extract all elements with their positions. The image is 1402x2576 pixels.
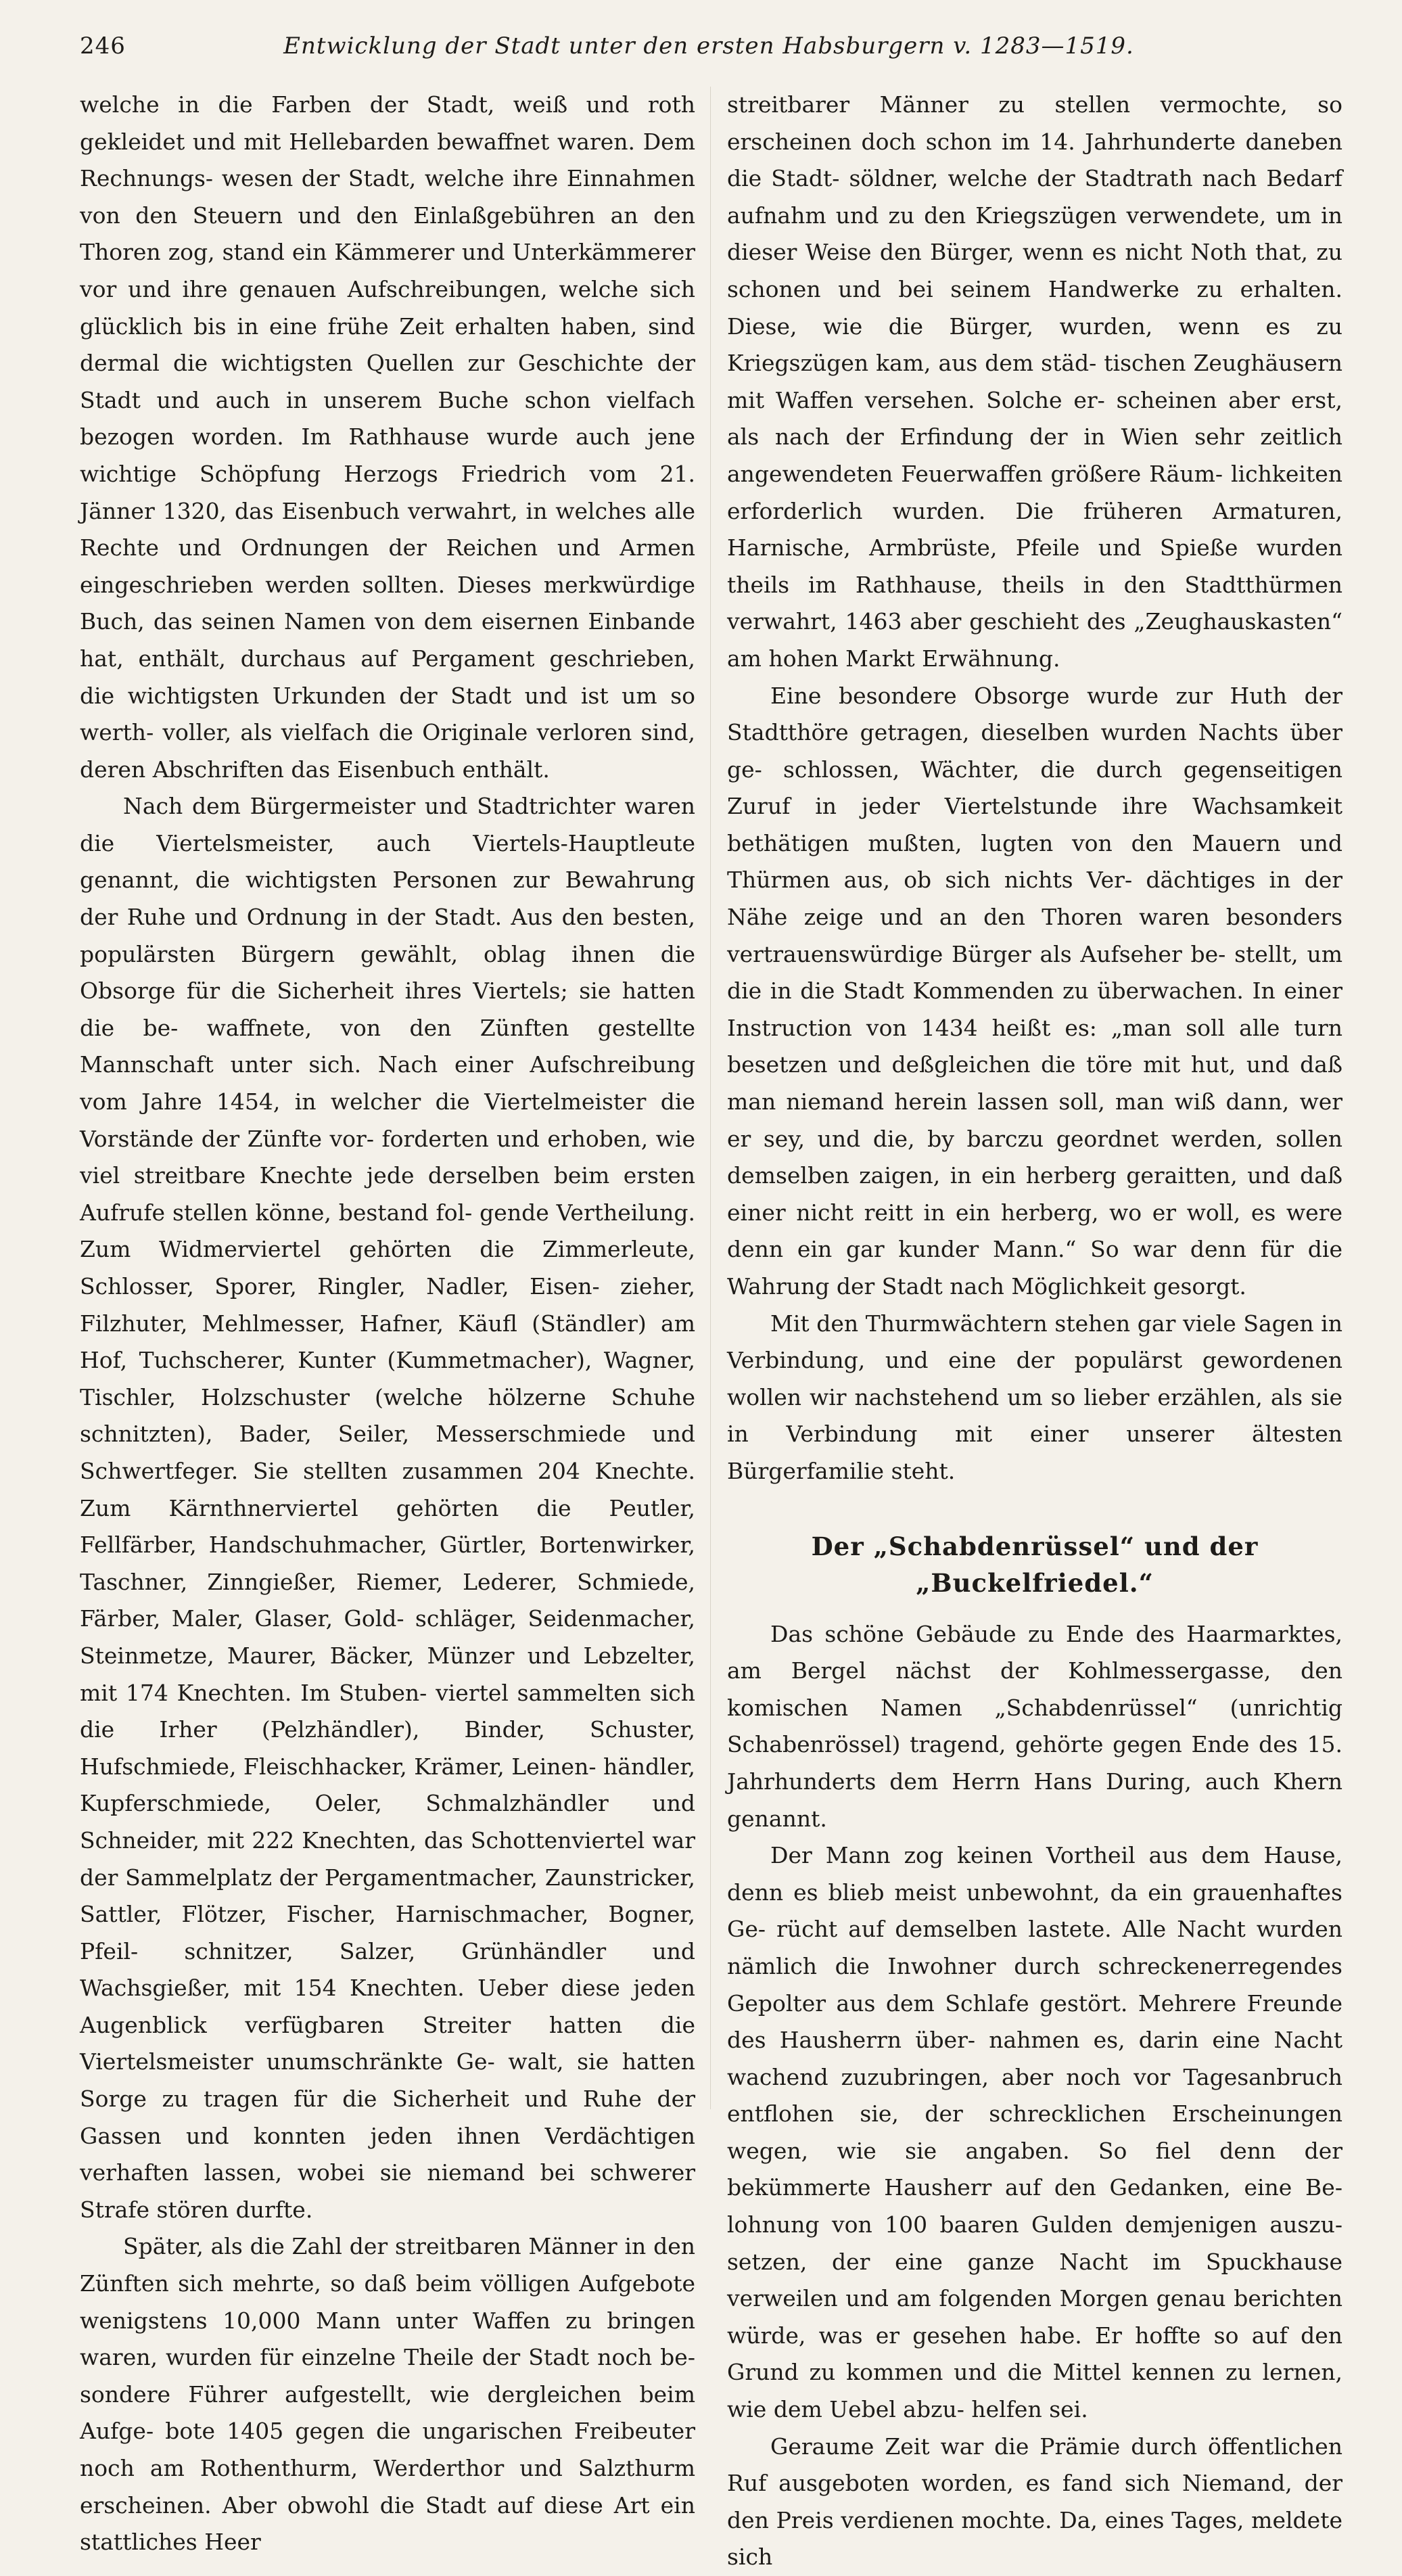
paragraph: Eine besondere Obsorge wurde zur Huth der Stadtthöre getragen, dieselben wurden Nachts über ge- schlossen, Wächter, die durch gegenseitigen Zuruf in jeder Viertelstunde ihre Wachsamkeit bethätigen mußten, lugten von den Mauern und Thürmen aus, ob sich nichts Ver- dächtiges in der Nähe zeige und an den Thoren waren besonders vertrauenswürdige Bürger als Aufseher be- stellt, um die in die Stadt Kommenden zu überwachen. In einer Instruction von 1434 heißt es: „man soll alle turn besetzen und deßgleichen die töre mit hut, und daß man niemand herein lassen soll, man wiß dann, wer er sey, und die, by barczu geordnet werden, sollen demselben zaigen, in ein herberg geraitten, und daß einer nicht reitt in ein herberg, wo er woll, es were denn ein gar kunder Mann.“ So war denn für die Wahrung der Stadt nach Möglichkeit gesorgt. [727,682,1342,1300]
paragraph: Nach dem Bürgermeister und Stadtrichter waren die Viertelsmeister, auch Viertels-Hauptleute genannt, die wichtigsten Personen zur Bewahrung der Ruhe und Ordnung in der Stadt. Aus den besten, populärsten Bürgern gewählt, oblag ihnen die Obsorge für die Sicherheit ihres Viertels; sie hatten die be- waffnete, von den Zünften gestellte Mannschaft unter sich. Nach einer Aufschreibung vom Jahre 1454, in welcher die Viertelmeister die Vorstände der Zünfte vor- forderten und erhoben, wie viel streitbare Knechte jede derselben beim ersten Aufrufe stellen könne, bestand fol- gende Vertheilung. Zum Widmerviertel gehörten die Zimmerleute, Schlosser, Sporer, Ringler, Nadler, Eisen- zieher, Filzhuter, Mehlmesser, Hafner, Käufl (Ständler) am Hof, Tuchscherer, Kunter (Kummetmacher), Wagner, Tischler, Holzschuster (welche hölzerne Schuhe schnitzten), Bader, Seiler, Messerschmiede und Schwertfeger. Sie stellten zusammen 204 Knechte. Zum Kärnthnerviertel gehörten die Peutler, Fellfärber, Handschuhmacher, Gürtler, Bortenwirker, Taschner, Zinngießer, Riemer, Lederer, Schmiede, Färber, Maler, Glaser, Gold- schläger, Seidenmacher, Steinmetze, Maurer, Bäcker, Münzer und Lebzelter, mit 174 Knechten. Im Stuben- viertel sammelten sich die Irher (Pelzhändler), Binder, Schuster, Hufschmiede, Fleischhacker, Krämer, Leinen- händler, Kupferschmiede, Oeler, Schmalzhändler und Schneider, mit 222 Knechten, das Schottenviertel war der Sammelplatz der Pergamentmacher, Zaunstricker, Sattler, Flötzer, Fischer, Harnischmacher, Bogner, Pfeil- schnitzer, Salzer, Grünhändler und Wachsgießer, mit 154 Knechten. Ueber diese jeden Augenblick verfügbaren Streiter hatten die Viertelsmeister unumschränkte Ge- walt, sie hatten Sorge zu tragen für die Sicherheit und Ruhe der Gassen und konnten jeden ihnen Verdächtigen verhaften lassen, wobei sie niemand bei schwerer Strafe stören durfte. [80,793,695,2223]
section-title: Der „Schabdenrüssel“ und der „Buckelfriedel.“ [811,1531,1259,1598]
paragraph: Später, als die Zahl der streitbaren Männer in den Zünften sich mehrte, so daß beim völligen Aufgebote wenigstens 10,000 Mann unter Waffen zu bringen waren, wurden für einzelne Theile der Stadt noch be- sondere Führer aufgestellt, wie dergleichen beim Aufge- bote 1405 gegen die ungarischen Freibeuter noch am Rothenthurm, Werderthor und Salzthurm erscheinen. Aber obwohl die Stadt auf diese Art ein stattliches Heer [80,2233,695,2556]
right-column [727,87,1342,2576]
paragraph: streitbarer Männer zu stellen vermochte, so erscheinen doch schon im 14. Jahrhunderte daneben die Stadt- söldner, welche der Stadtrath nach Bedarf aufnahm und zu den Kriegszügen verwendete, um in dieser Weise den Bürger, wenn es nicht Noth that, zu schonen und bei seinem Handwerke zu erhalten. Diese, wie die Bürger, wurden, wenn es zu Kriegszügen kam, aus dem städ- tischen Zeughäusern mit Waffen versehen. Solche er- scheinen aber erst, als nach der Erfindung der in Wien sehr zeitlich angewendeten Feuerwaffen größere Räum- lichkeiten erforderlich wurden. Die früheren Armaturen, Harnische, Armbrüste, Pfeile und Spieße wurden theils im Rathhause, theils in den Stadtthürmen verwahrt, 1463 aber geschieht des „Zeughauskasten“ am hohen Markt Erwähnung. [727,91,1342,672]
paragraph: Der Mann zog keinen Vortheil aus dem Hause, denn es blieb meist unbewohnt, da ein grauenhaftes Ge- rücht auf demselben lastete. Alle Nacht wurden nämlich die Inwohner durch schreckenerregendes Gepolter aus dem Schlafe gestört. Mehrere Freunde des Hausherrn über- nahmen es, darin eine Nacht wachend zuzubringen, aber noch vor Tagesanbruch entflohen sie, der schrecklichen Erscheinungen wegen, wie sie angaben. So fiel denn der bekümmerte Hausherr auf den Gedanken, eine Be- lohnung von 100 baaren Gulden demjenigen auszu- setzen, der eine ganze Nacht im Spuckhause verweilen und am folgenden Morgen genau berichten würde, was er gesehen habe. Er hoffte so auf den Grund zu kommen und die Mittel kennen zu lernen, wie dem Uebel abzu- helfen sei. [727,1842,1342,2423]
paragraph: Mit den Thurmwächtern stehen gar viele Sagen in Verbindung, und eine der populärst gewordenen wollen wir nachstehend um so lieber erzählen, als sie in Verbindung mit einer unserer ältesten Bürgerfamilie steht. [727,1310,1342,1484]
page-header [80,26,1338,66]
paragraph: Geraume Zeit war die Prämie durch öffentlichen Ruf ausgeboten worden, es fand sich Niemand, der den Preis verdienen mochte. Da, eines Tages, meldete sich [727,2433,1342,2571]
page-number: 246 [80,32,126,60]
left-column [80,87,695,2561]
running-title: Entwicklung der Stadt unter den ersten Habsburgern v. 1283—1519. [283,32,1134,60]
paragraph: Das schöne Gebäude zu Ende des Haarmarktes, am Bergel nächst der Kohlmessergasse, den komischen Namen „Schabdenrüssel“ (unrichtig Schabenrössel) tragend, gehörte gegen Ende des 15. Jahrhunderts dem Herrn Hans During, auch Khern genannt. [727,1620,1342,1832]
paragraph: welche in die Farben der Stadt, weiß und roth gekleidet und mit Hellebarden bewaffnet waren. Dem Rechnungs- wesen der Stadt, welche ihre Einnahmen von den Steuern und den Einlaßgebühren an den Thoren zog, stand ein Kämmerer und Unterkämmerer vor und ihre genauen Aufschreibungen, welche sich glücklich bis in eine frühe Zeit erhalten haben, sind dermal die wichtigsten Quellen zur Geschichte der Stadt und auch in unserem Buche schon vielfach bezogen worden. Im Rathhause wurde auch jene wichtige Schöpfung Herzogs Friedrich vom 21. Jänner 1320, das Eisenbuch verwahrt, in welches alle Rechte und Ordnungen der Reichen und Armen eingeschrieben werden sollten. Dieses merkwürdige Buch, das seinen Namen von dem eisernen Einbande hat, enthält, durchaus auf Pergament geschrieben, die wichtigsten Urkunden der Stadt und ist um so werth- voller, als vielfach die Originale verloren sind, deren Abschriften das Eisenbuch enthält. [80,91,695,783]
column-divider [710,87,711,2109]
